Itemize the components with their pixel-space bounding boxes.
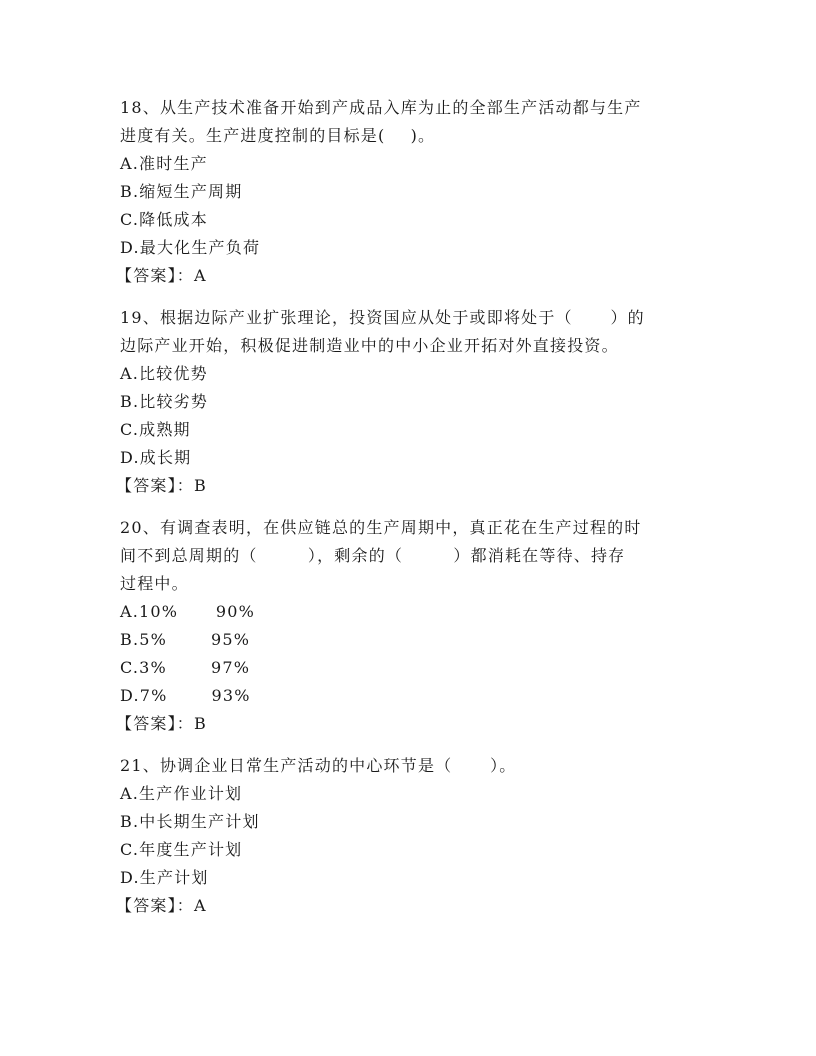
option-a: A.生产作业计划 xyxy=(120,784,243,803)
question-stem-line: 21、协调企业日常生产活动的中心环节是（ ）。 xyxy=(120,756,517,775)
answer-line: 【答案】：B xyxy=(116,476,207,495)
answer-line: 【答案】：B xyxy=(116,714,207,733)
question-18 xyxy=(116,94,700,290)
question-stem-line: 边际产业开始，积极促进制造业中的中小企业开拓对外直接投资。 xyxy=(120,336,619,355)
answer-line: 【答案】：A xyxy=(116,266,207,285)
question-stem-line: 进度有关。生产进度控制的目标是( )。 xyxy=(120,126,436,145)
option-d: D.成长期 xyxy=(120,448,192,467)
question-stem-line: 过程中。 xyxy=(120,574,189,593)
option-b: B.缩短生产周期 xyxy=(120,182,243,201)
option-c: C.年度生产计划 xyxy=(120,840,243,859)
option-a: A.准时生产 xyxy=(120,154,208,173)
exam-page xyxy=(116,94,700,934)
option-b: B.中长期生产计划 xyxy=(120,812,260,831)
option-b: B.比较劣势 xyxy=(120,392,209,411)
question-stem-line: 间不到总周期的（ ），剩余的（ ）都消耗在等待、持存 xyxy=(120,546,626,565)
option-d: D.7% 93% xyxy=(120,686,251,705)
option-a: A.10% 90% xyxy=(120,602,256,621)
question-21 xyxy=(116,752,700,920)
option-d: D.最大化生产负荷 xyxy=(120,238,261,257)
option-c: C.3% 97% xyxy=(120,658,251,677)
option-c: C.成熟期 xyxy=(120,420,191,439)
question-20 xyxy=(116,514,700,738)
option-a: A.比较优势 xyxy=(120,364,208,383)
answer-line: 【答案】：A xyxy=(116,896,207,915)
option-c: C.降低成本 xyxy=(120,210,208,229)
question-stem-line: 19、根据边际产业扩张理论，投资国应从处于或即将处于（ ）的 xyxy=(120,308,645,327)
option-d: D.生产计划 xyxy=(120,868,209,887)
question-stem-line: 18、从生产技术准备开始到产成品入库为止的全部生产活动都与生产 xyxy=(120,98,642,117)
option-b: B.5% 95% xyxy=(120,630,251,649)
question-stem-line: 20、有调查表明，在供应链总的生产周期中，真正花在生产过程的时 xyxy=(120,518,642,537)
question-19 xyxy=(116,304,700,500)
